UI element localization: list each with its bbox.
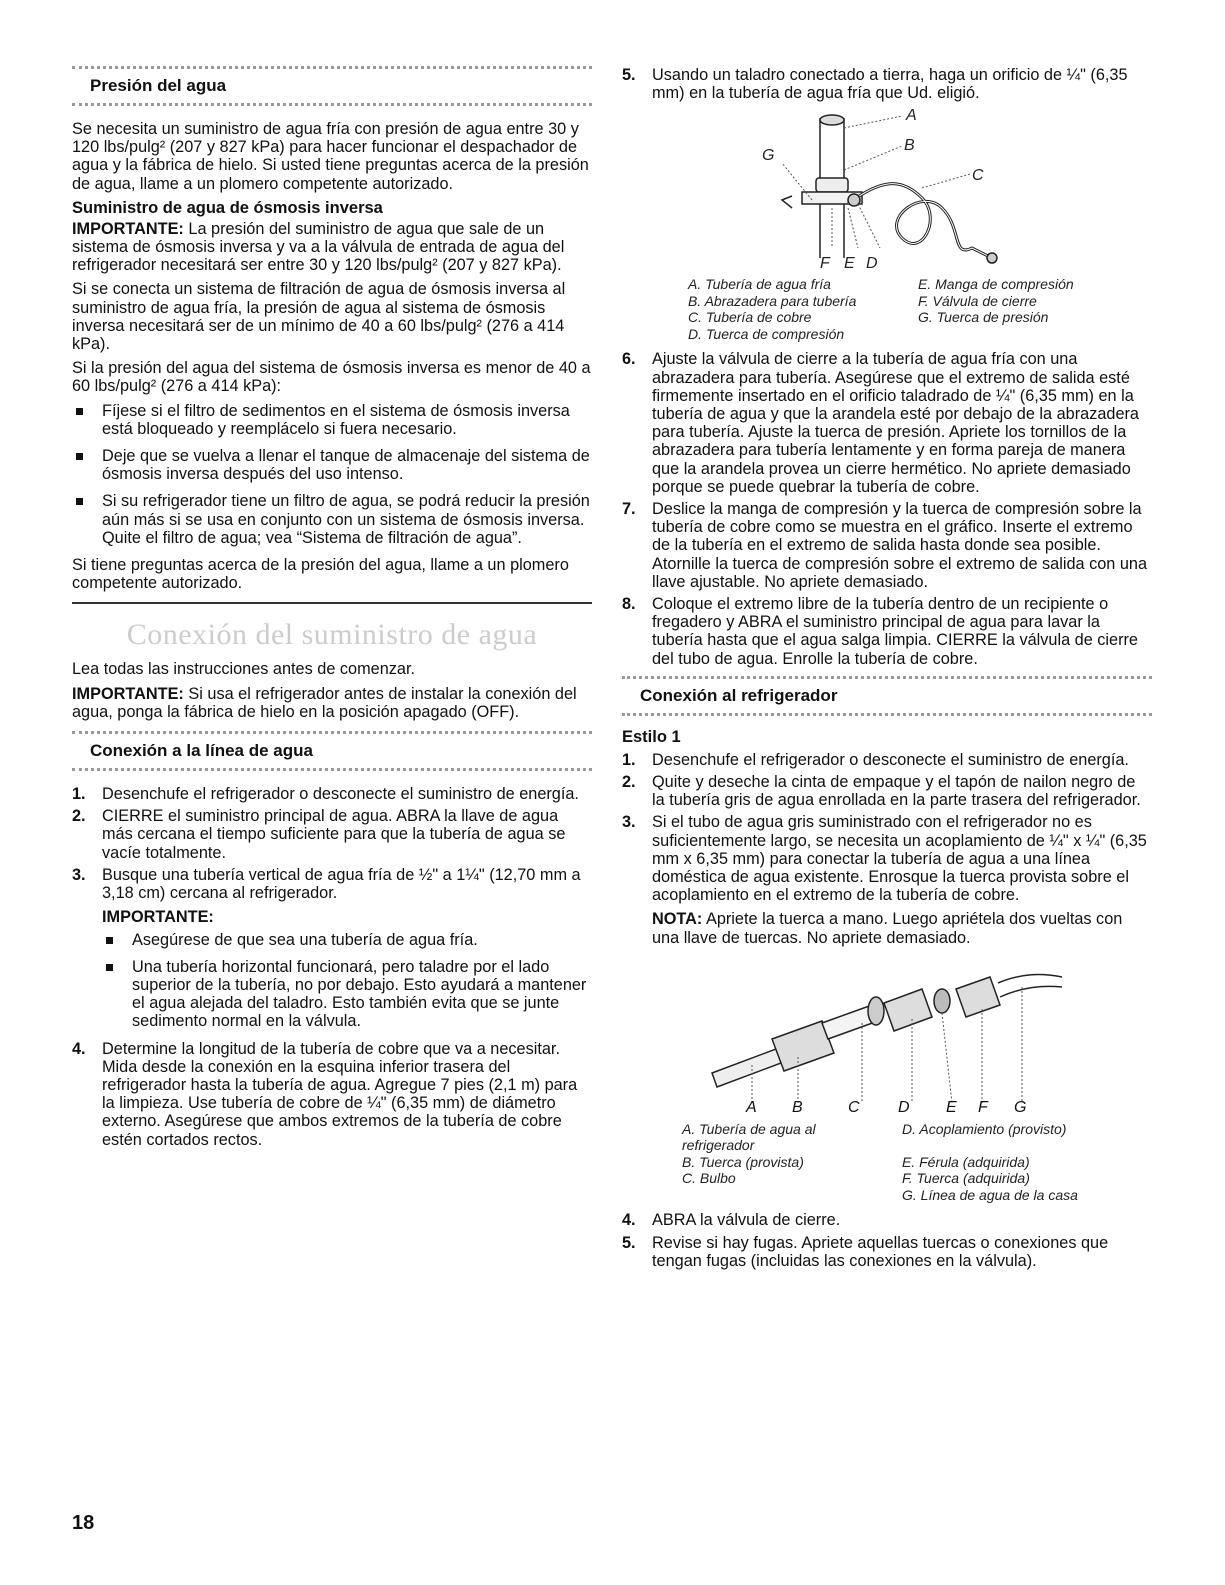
step-text: Busque una tubería vertical de agua fría de ½" a 1¼" (12,70 mm a 3,18 cm) cercana al refrigerador.: [102, 865, 581, 903]
paragraph: Si se conecta un sistema de filtración de agua de ósmosis inversa al suministro de agua fría, la presión de agua al sistema de ósmosis inversa necesitará ser de un mínimo de 40 a 60 lbs/pulg² (276 a 414 kPa).: [72, 280, 566, 354]
step-text: Determine la longitud de la tubería de cobre que va a necesitar. Mida desde la conexión en la esquina inferior trasera del refrigerador hasta la tubería de agua. Agregue 7 pies (2,1 m) para la limpieza. Use tubería de cobre de ¼" (6,35 mm) de diámetro externo. Asegúrese que ambos extremos de la tubería de cobre estén cortados rectos.: [102, 1039, 578, 1149]
step-number: 1.: [72, 785, 86, 804]
legend-item: E. Férula (adquirida): [902, 1153, 1030, 1170]
important-label: IMPORTANTE:: [72, 684, 184, 703]
left-column: [72, 60, 592, 1155]
step-number: 2.: [72, 807, 86, 826]
section-rule: [72, 103, 592, 110]
list-item: [622, 1234, 1152, 1270]
step-text: Deslice la manga de compresión y la tuerca de compresión sobre la tubería de cobre como se muestra en el gráfico. Inserte el extremo de la tubería en el extremo de salida hasta donde sea posible. Atornille la tuerca de compresión sobre el extremo de salida con una llave ajustable. No apriete demasiado.: [652, 500, 1148, 591]
list-item: [622, 751, 1152, 769]
list-item: Asegúrese de que sea una tubería de agua fría.: [102, 931, 592, 949]
legend-item: [918, 326, 1128, 343]
numbered-list: [622, 350, 1152, 667]
step-text: Quite y deseche la cinta de empaque y el tapón de nailon negro de la tubería gris de agua enrollada en la parte trasera del refrigerador.: [652, 773, 1141, 810]
fig1-label-f: F: [820, 255, 830, 273]
subsection-title-osmosis: Suministro de agua de ósmosis inversa: [72, 198, 383, 217]
subsection-title-estilo: Estilo 1: [622, 727, 681, 746]
fig1-label-e: E: [844, 255, 855, 273]
legend-item: E. Manga de compresión: [918, 276, 1074, 293]
section-rule: [72, 66, 592, 73]
bullet-list: [102, 931, 592, 1031]
fig2-label-e: E: [946, 1098, 957, 1116]
step-text: Usando un taladro conectado a tierra, haga un orificio de ¼" (6,35 mm) en la tubería de agua fría que Ud. eligió.: [652, 66, 1128, 103]
important-text: La presión del suministro de agua que sale de un sistema de ósmosis inversa y va a la válvula de entrada de agua del refrigerador necesitará ser entre 30 y 120 lbs/pulg² (207 y 827 kPa).: [72, 219, 565, 275]
legend-item: G. Tuerca de presión: [918, 309, 1049, 326]
section-title-refrigerador: Conexión al refrigerador: [640, 685, 838, 705]
list-item: [72, 785, 592, 803]
paragraph: Se necesita un suministro de agua fría con presión de agua entre 30 y 120 lbs/pulg² (207 y 827 kPa) para hacer funcionar el despachador de agua y la fábrica de hielo. Si usted tiene preguntas acerca de la presión de agua, llame a un plomero competente autorizado.: [72, 120, 589, 193]
important-label: IMPORTANTE:: [72, 219, 184, 238]
step-text: CIERRE el suministro principal de agua. ABRA la llave de agua más cercana el tiempo suficiente para que la tubería de agua se vacíe totalmente.: [102, 807, 566, 862]
legend-item: B. Abrazadera para tubería: [688, 292, 857, 309]
list-item: [622, 813, 1152, 946]
section-title-presion: Presión del agua: [90, 76, 227, 95]
legend-item: C. Bulbo: [682, 1170, 736, 1187]
list-item: [622, 773, 1152, 809]
section-title-linea: Conexión a la línea de agua: [90, 741, 313, 761]
numbered-list: [622, 66, 1152, 102]
legend-item: A. Tubería de agua al refrigerador: [682, 1120, 816, 1154]
bullet-list: [72, 402, 592, 547]
fig2-label-g: G: [1014, 1098, 1027, 1116]
paragraph: Lea todas las instrucciones antes de comenzar.: [72, 660, 416, 679]
divider: [72, 602, 592, 604]
fig1-label-b: B: [904, 137, 915, 155]
fig1-label-d: D: [866, 255, 878, 273]
step-number: 7.: [622, 500, 636, 519]
paragraph: Si la presión del agua del sistema de ósmosis inversa es menor de 40 a 60 lbs/pulg² (276 a 414 kPa):: [72, 359, 591, 396]
list-item: [622, 350, 1152, 496]
legend-item: B. Tuerca (provista): [682, 1153, 804, 1170]
section-rule: [72, 768, 592, 775]
list-item: Fíjese si el filtro de sedimentos en el sistema de ósmosis inversa está bloqueado y reemplácelo si fuera necesario.: [72, 402, 592, 438]
step-text: Desenchufe el refrigerador o desconecte el suministro de energía.: [652, 750, 1129, 769]
right-column: [622, 66, 1152, 1276]
legend-item: F. Válvula de cierre: [918, 292, 1037, 309]
section-rule: [622, 676, 1152, 683]
list-item: [622, 500, 1152, 591]
list-item: [72, 866, 592, 1031]
coupling-diagram: [622, 953, 1152, 1113]
step-text: ABRA la válvula de cierre.: [652, 1211, 841, 1230]
fig1-label-g: G: [762, 147, 775, 165]
step-text: Si el tubo de agua gris suministrado con el refrigerador no es suficientemente largo, se necesita un acoplamiento de ¼" x ¼" (6,35 mm x 6,35 mm) para conectar la tubería de agua a una línea doméstica de agua existente. Enrosque la tuerca provista sobre el acoplamiento en el extremo de la tubería de cobre.: [652, 813, 1147, 905]
fig2-label-a: A: [746, 1098, 757, 1116]
list-item: [72, 807, 592, 862]
note: [652, 910, 1152, 946]
fig2-label-f: F: [978, 1098, 988, 1116]
section-rule: [72, 731, 592, 738]
list-item: [622, 66, 1152, 102]
page-number: 18: [72, 1512, 95, 1534]
legend-item: A. Tubería de agua fría: [688, 276, 831, 293]
numbered-list: [622, 751, 1152, 947]
fig1-label-a: A: [906, 108, 917, 125]
note-text: Apriete la tuerca a mano. Luego apriétela dos vueltas con una llave de tuercas. No apriete demasiado.: [652, 910, 1123, 947]
step-number: 4.: [72, 1039, 86, 1058]
note-label: NOTA:: [652, 910, 703, 929]
legend-item: G. Línea de agua de la casa: [902, 1186, 1078, 1203]
step-number: 3.: [622, 813, 636, 832]
legend-item: C. Tubería de cobre: [688, 309, 812, 326]
paragraph: [72, 220, 592, 275]
numbered-list: [622, 1211, 1152, 1270]
step-number: 4.: [622, 1211, 636, 1230]
legend-item: [682, 1187, 882, 1204]
step-number: 2.: [622, 773, 636, 792]
fig1-label-c: C: [972, 167, 984, 185]
step-number: 6.: [622, 350, 636, 369]
important-text: Si usa el refrigerador antes de instalar la conexión del agua, ponga la fábrica de hielo en la posición apagado (OFF).: [72, 684, 577, 721]
chapter-title: Conexión del suministro de agua: [126, 618, 538, 652]
step-text: Coloque el extremo libre de la tubería dentro de un recipiente o fregadero y ABRA el suministro principal de agua para lavar la tubería hasta que el agua salga limpia. CIERRE la válvula de cierre del tubo de agua. Enrolle la tubería de cobre.: [652, 595, 1138, 668]
paragraph: [72, 685, 592, 721]
list-item: Deje que se vuelva a llenar el tanque de almacenaje del sistema de ósmosis inversa después del uso intenso.: [72, 447, 592, 483]
fig2-label-d: D: [898, 1098, 910, 1116]
paragraph: Si tiene preguntas acerca de la presión del agua, llame a un plomero competente autorizado.: [72, 556, 569, 593]
step-number: 8.: [622, 595, 636, 614]
step-text: Desenchufe el refrigerador o desconecte el suministro de energía.: [102, 785, 579, 804]
fig2-letters: [622, 1099, 1152, 1121]
important-label: IMPORTANTE:: [102, 908, 214, 927]
legend-item: D. Tuerca de compresión: [688, 325, 845, 342]
list-item: [622, 595, 1152, 668]
step-number: 5.: [622, 1233, 636, 1252]
numbered-list: [72, 785, 592, 1149]
shutoff-valve-diagram: [622, 108, 1152, 276]
fig2-label-b: B: [792, 1098, 803, 1116]
fig2-label-c: C: [848, 1098, 860, 1116]
fig1-legend: [688, 276, 1128, 342]
step-text: Revise si hay fugas. Apriete aquellas tuercas o conexiones que tengan fugas (incluidas las conexiones en la válvula).: [652, 1233, 1109, 1270]
list-item: [72, 1040, 592, 1149]
step-number: 5.: [622, 66, 636, 84]
list-item: [622, 1211, 1152, 1229]
legend-item: F. Tuerca (adquirida): [902, 1170, 1030, 1187]
list-item: Si su refrigerador tiene un filtro de agua, se podrá reducir la presión aún más si se usa en conjunto con un sistema de ósmosis inversa. Quite el filtro de agua; vea “Sistema de filtración de agua”.: [72, 492, 592, 547]
list-item: Una tubería horizontal funcionará, pero taladre por el lado superior de la tubería, no por debajo. Esto ayudará a mantener el agua alejada del taladro. Esto también evita que se junte sedimento normal en la válvula.: [102, 958, 592, 1031]
step-number: 3.: [72, 865, 86, 884]
legend-item: D. Acoplamiento (provisto): [902, 1120, 1067, 1137]
section-rule: [622, 713, 1152, 720]
step-text: Ajuste la válvula de cierre a la tubería de agua fría con una abrazadera para tubería. Asegúrese que el extremo de salida esté firmemente insertado en el orificio taladrado de ¼" (6,35 mm) en la tubería de agua y que la arandela esté por debajo de la abrazadera para tubería. Ajuste la tuerca de presión. Apriete los tornillos de la abrazadera para tubería lentamente y en forma pareja de manera que la arandela provea un cierre hermético. No apriete demasiado porque se puede quebrar la tubería de cobre.: [652, 350, 1139, 496]
step-number: 1.: [622, 750, 636, 769]
fig2-legend: [682, 1121, 1102, 1204]
